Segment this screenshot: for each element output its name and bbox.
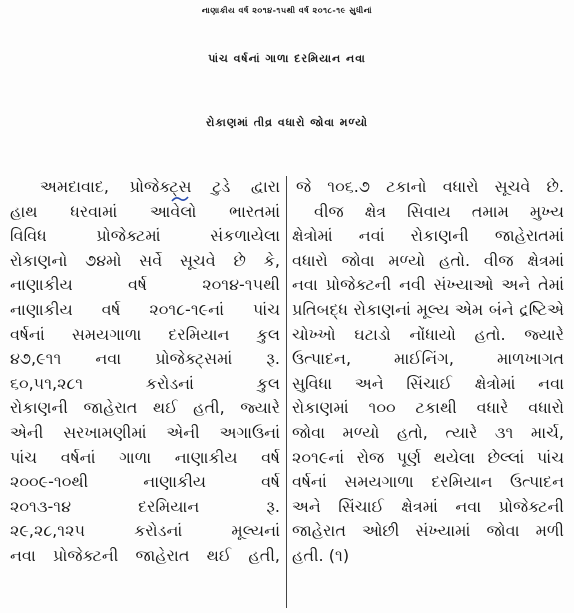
headline-line-2: રોકાણમાં તીવ્ર વધારો જોવા મળ્યો — [205, 116, 369, 129]
left-column — [10, 175, 280, 569]
body-line: વર્ષનાં સમયગાળા દરમિયાન કુલ — [10, 324, 280, 344]
body-line: જે ૧૦૬.૭ ટકાનો વધારો સૂચવે છે. — [296, 177, 564, 196]
body-line: વિવિધ પ્રોજેક્ટમાં સંકળાયેલા — [10, 226, 280, 246]
body-line: સુવિધા અને સિંચાઈ ક્ષેત્રોમાં નવા — [292, 373, 564, 393]
body-line: રોકાણની જાહેરાત થઈ હતી, જ્યારે — [10, 398, 280, 418]
body-line: ૨૦૧૯નાં રોજ પૂર્ણ થયેલા છેલ્લાં પાંચ — [292, 447, 564, 467]
body-line: રોકાણનો ૭૪મો સર્વે સૂચવે છે કે, — [10, 250, 280, 270]
right-column — [292, 175, 564, 569]
body-line: અમદાવાદ, પ્રોજેક્ટ્સ ટુડે દ્વારા — [40, 177, 280, 196]
body-line: ૨૯,૨૮,૧૨૫ કરોડનાં મૂલ્યનાં — [10, 521, 280, 541]
body-line: ૪૭,૯૧૧ નવા પ્રોજેક્ટ્સમાં રૂ. — [10, 349, 280, 369]
body-line: વધારો જોવા મળ્યો હતો. વીજ ક્ષેત્રમાં — [292, 250, 564, 270]
kicker-line: નાણાકીય વર્ષ ૨૦૧૪-૧૫થી વર્ષ ૨૦૧૮-૧૯ સુધીનાં — [201, 6, 373, 15]
body-line: જાહેરાત ઓછી સંખ્યામાં જોવા મળી — [292, 521, 564, 541]
body-line: રોકાણમાં ૧૦૦ ટકાથી વધારે વધારો — [292, 398, 564, 418]
body-line: એની સરખામણીમાં એની અગાઉનાં — [10, 422, 280, 442]
pen-tick-mark — [171, 195, 189, 203]
body-line: ઉત્પાદન, માઈનિંગ, માળખાગત — [292, 349, 564, 369]
body-line: પ્રતિબદ્ધ રોકાણનાં મૂલ્ય એમ બંને દ્રષ્ટિએ — [292, 299, 564, 319]
body-line: અને સિંચાઈ ક્ષેત્રમાં નવા પ્રોજેક્ટની — [292, 496, 564, 516]
body-line: ચોખ્ખો ઘટાડો નોંધાયો હતો. જ્યારે — [292, 324, 564, 344]
body-line: જોવા મળ્યો હતો, ત્યારે ૩૧ માર્ચ, — [292, 422, 564, 442]
body-line: ૨૦૧૩-૧૪ દરમિયાન રૂ. — [10, 496, 280, 516]
body-line: ૬૦,૫૧,૨૮૧ કરોડનાં કુલ — [10, 373, 280, 393]
column-divider — [286, 176, 287, 608]
headline-line-1: પાંચ વર્ષનાં ગાળા દરમિયાન નવા — [208, 52, 366, 65]
body-line: હાથ ધરવામાં આવેલો ભારતમાં — [10, 201, 280, 221]
body-line: વર્ષનાં સમયગાળા દરમિયાન ઉત્પાદન — [292, 472, 564, 492]
body-line: ૨૦૦૯-૧૦થી નાણાકીય વર્ષ — [10, 472, 280, 492]
body-line: નવા પ્રોજેક્ટની જાહેરાત થઈ હતી, — [10, 545, 280, 565]
body-line: ક્ષેત્રોમાં નવાં રોકાણની જાહેરાતમાં — [292, 226, 564, 246]
body-line: વીજ ક્ષેત્ર સિવાય તમામ મુખ્ય — [314, 201, 564, 221]
body-line: નાણાકીય વર્ષ ૨૦૧૮-૧૯નાં પાંચ — [10, 299, 280, 319]
body-line: હતી. (૧) — [292, 545, 350, 565]
body-line: નાણાકીય વર્ષ ૨૦૧૪-૧૫થી — [10, 275, 280, 295]
body-line: પાંચ વર્ષનાં ગાળા નાણાકીય વર્ષ — [10, 447, 280, 467]
body-line: નવા પ્રોજેક્ટની નવી સંખ્યાઓ અને તેમાં — [292, 275, 564, 295]
